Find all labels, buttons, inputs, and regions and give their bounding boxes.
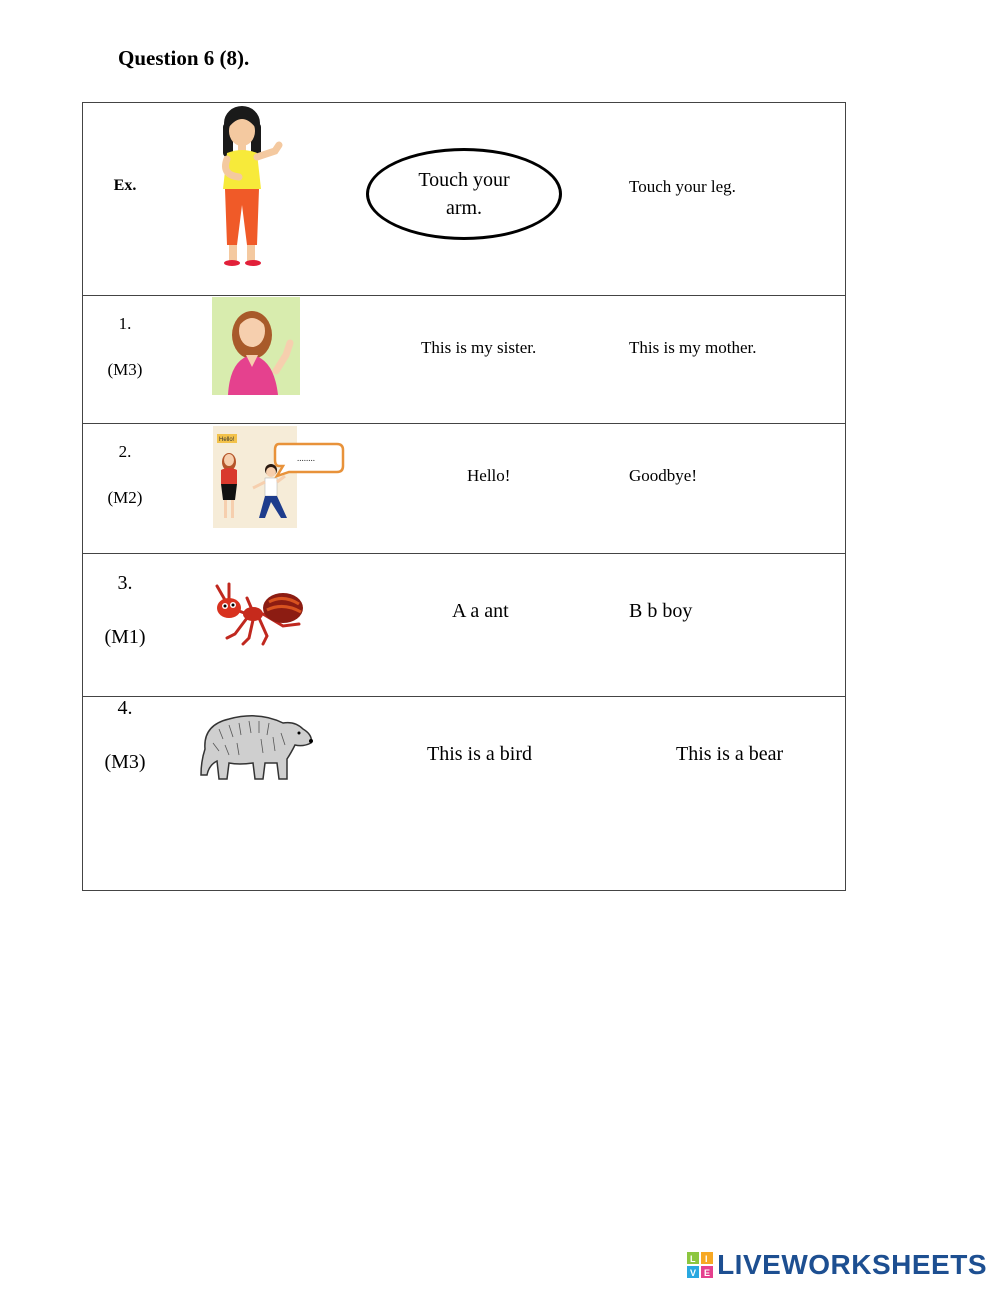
bear-picture — [199, 709, 315, 785]
row-level: (M3) — [104, 751, 146, 773]
option-b[interactable]: Touch your leg. — [629, 177, 736, 196]
option-a: Touch your arm. — [418, 169, 510, 219]
greeting-picture — [213, 426, 345, 528]
option-b[interactable]: This is a bear — [676, 743, 784, 765]
option-b[interactable]: B b boy — [629, 600, 693, 622]
option-a[interactable]: Hello! — [467, 466, 511, 485]
ant-picture — [207, 582, 307, 648]
row-number: 1. — [118, 314, 132, 333]
question-title: Question 6 (8). — [118, 46, 250, 70]
row-level: (M1) — [104, 626, 146, 648]
row-level: (M3) — [107, 360, 143, 379]
option-a[interactable]: A a ant — [452, 600, 509, 622]
row-number: 3. — [117, 572, 133, 594]
option-b[interactable]: Goodbye! — [629, 466, 697, 485]
option-a[interactable]: This is my sister. — [421, 338, 537, 357]
girl-picture — [209, 105, 299, 269]
svg-text:I: I — [705, 1254, 708, 1264]
liveworksheets-footer — [687, 1249, 987, 1281]
row-level: (M2) — [107, 488, 143, 507]
option-b[interactable]: This is my mother. — [629, 338, 757, 357]
circled-answer[interactable] — [366, 148, 562, 240]
svg-text:V: V — [690, 1268, 697, 1278]
svg-text:L: L — [690, 1254, 696, 1264]
table-row — [83, 697, 845, 890]
brand-name: LIVEWORKSHEETS — [717, 1249, 987, 1280]
table-row — [83, 296, 845, 424]
sign-text: Hello! — [219, 437, 235, 443]
row-number: Ex. — [113, 177, 137, 194]
option-a[interactable]: This is a bird — [427, 743, 532, 765]
liveworksheets-logo-icon — [687, 1252, 713, 1278]
table-row-example — [83, 103, 845, 296]
table-row — [83, 554, 845, 697]
row-number: 2. — [118, 442, 132, 461]
svg-text:E: E — [704, 1268, 711, 1278]
woman-picture — [212, 297, 300, 395]
exercise-table — [82, 102, 846, 891]
table-row — [83, 424, 845, 554]
row-number: 4. — [117, 697, 133, 719]
speech-bubble-text: ........ — [297, 453, 315, 463]
